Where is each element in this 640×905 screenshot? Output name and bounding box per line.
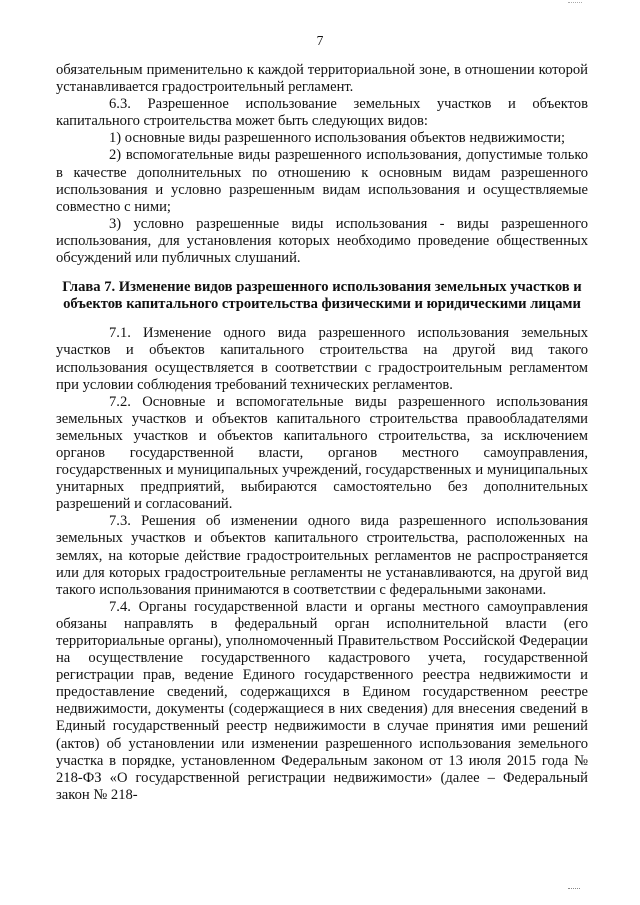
paragraph-6-3: 6.3. Разрешенное использование земельных участков и объектов капитального строительства может быть следующих видов: <box>56 96 588 130</box>
paragraph-7-2: 7.2. Основные и вспомогательные виды разрешенного использования земельных участков и объектов капитального строительства правообладателями земельных участков и объектов капитального строительства, за исключением органов государственной власти, органов местного самоуправления, государственных и муниципальных учреждений, государственных и муниципальных унитарных предприятий, выбираются самостоятельно без дополнительных разрешений и согласований. <box>56 393 588 513</box>
scan-mark-top <box>568 2 582 4</box>
list-item-2: 2) вспомогательные виды разрешенного использования, допустимые только в качестве дополнительных по отношению к основным видам разрешенного использования и условно разрешенным видам использования и осуществляемые совместно с ними; <box>56 147 588 215</box>
list-item-1: 1) основные виды разрешенного использования объектов недвижимости; <box>109 130 566 147</box>
list-item-3: 3) условно разрешенные виды использования - виды разрешенного использования, для установления которых необходимо проведение общественных обсуждений или публичных слушаний. <box>56 215 588 267</box>
chapter-heading: Глава 7. Изменение видов разрешенного использования земельных участков и объектов капитального строительства физическими и юридическими лицами <box>62 279 582 313</box>
paragraph-7-1: 7.1. Изменение одного вида разрешенного использования земельных участков и объектов капитального строительства на другой вид такого использования осуществляется в соответствии с градостроительным регламентом при условии соблюдения требований технических регламентов. <box>56 325 588 393</box>
paragraph: обязательным применительно к каждой территориальной зоне, в отношении которой устанавливается градостроительный регламент. <box>56 62 588 96</box>
paragraph-7-4: 7.4. Органы государственной власти и органы местного самоуправления обязаны направлять в федеральный орган исполнительной власти (его территориальные органы), уполномоченный Правительством Российской Федерации на осуществление государственного кадастрового учета, государственной регистрации прав, ведение Единого государственного реестра недвижимости и предоставление сведений, содержащихся в Едином государственном реестре недвижимости, документы (содержащиеся в них сведения) для внесения сведений в Единый государственный реестр недвижимости в случае принятия ими решений (актов) об установлении или изменении разрешенного использования земельного участка в порядке, установленном Федеральным законом от 13 июля 2015 года № 218-ФЗ «О государственной регистрации недвижимости» (далее – Федеральный закон № 218- <box>56 598 588 803</box>
document-body <box>56 62 588 804</box>
paragraph-7-3: 7.3. Решения об изменении одного вида разрешенного использования земельных участков и объектов капитального строительства, расположенных на землях, на которые действие градостроительных регламентов не распространяется или для которых градостроительные регламенты не устанавливаются, на другой вид такого использования принимаются в соответствии с федеральными законами. <box>56 513 588 598</box>
page-number: 7 <box>316 33 324 48</box>
scan-mark-bottom <box>568 888 580 890</box>
